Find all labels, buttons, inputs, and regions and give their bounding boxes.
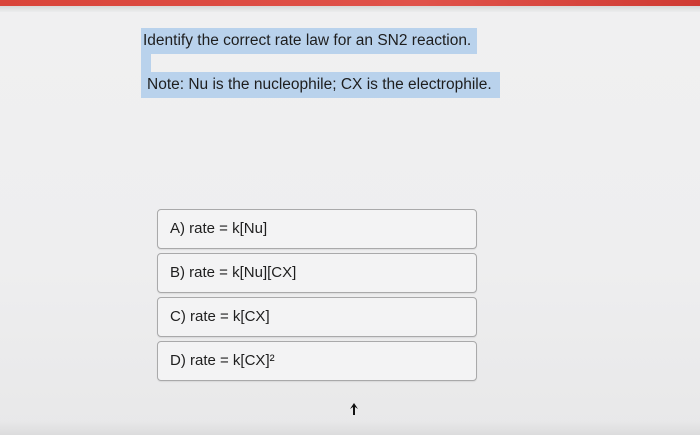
choice-a-button[interactable]: A) rate = k[Nu] (157, 209, 477, 249)
question-panel (0, 12, 700, 435)
mouse-cursor-icon (347, 402, 361, 416)
top-accent-bar (0, 0, 700, 6)
choice-c-button[interactable]: C) rate = k[CX] (157, 297, 477, 337)
choice-d-button[interactable]: D) rate = k[CX]² (157, 341, 477, 381)
question-note: Note: Nu is the nucleophile; CX is the electrophile. (141, 72, 500, 98)
selection-highlight (141, 54, 151, 72)
choice-b-button[interactable]: B) rate = k[Nu][CX] (157, 253, 477, 293)
answer-choices (157, 209, 477, 385)
bottom-edge (0, 420, 700, 435)
question-text: Identify the correct rate law for an SN2 reaction. (141, 28, 477, 54)
